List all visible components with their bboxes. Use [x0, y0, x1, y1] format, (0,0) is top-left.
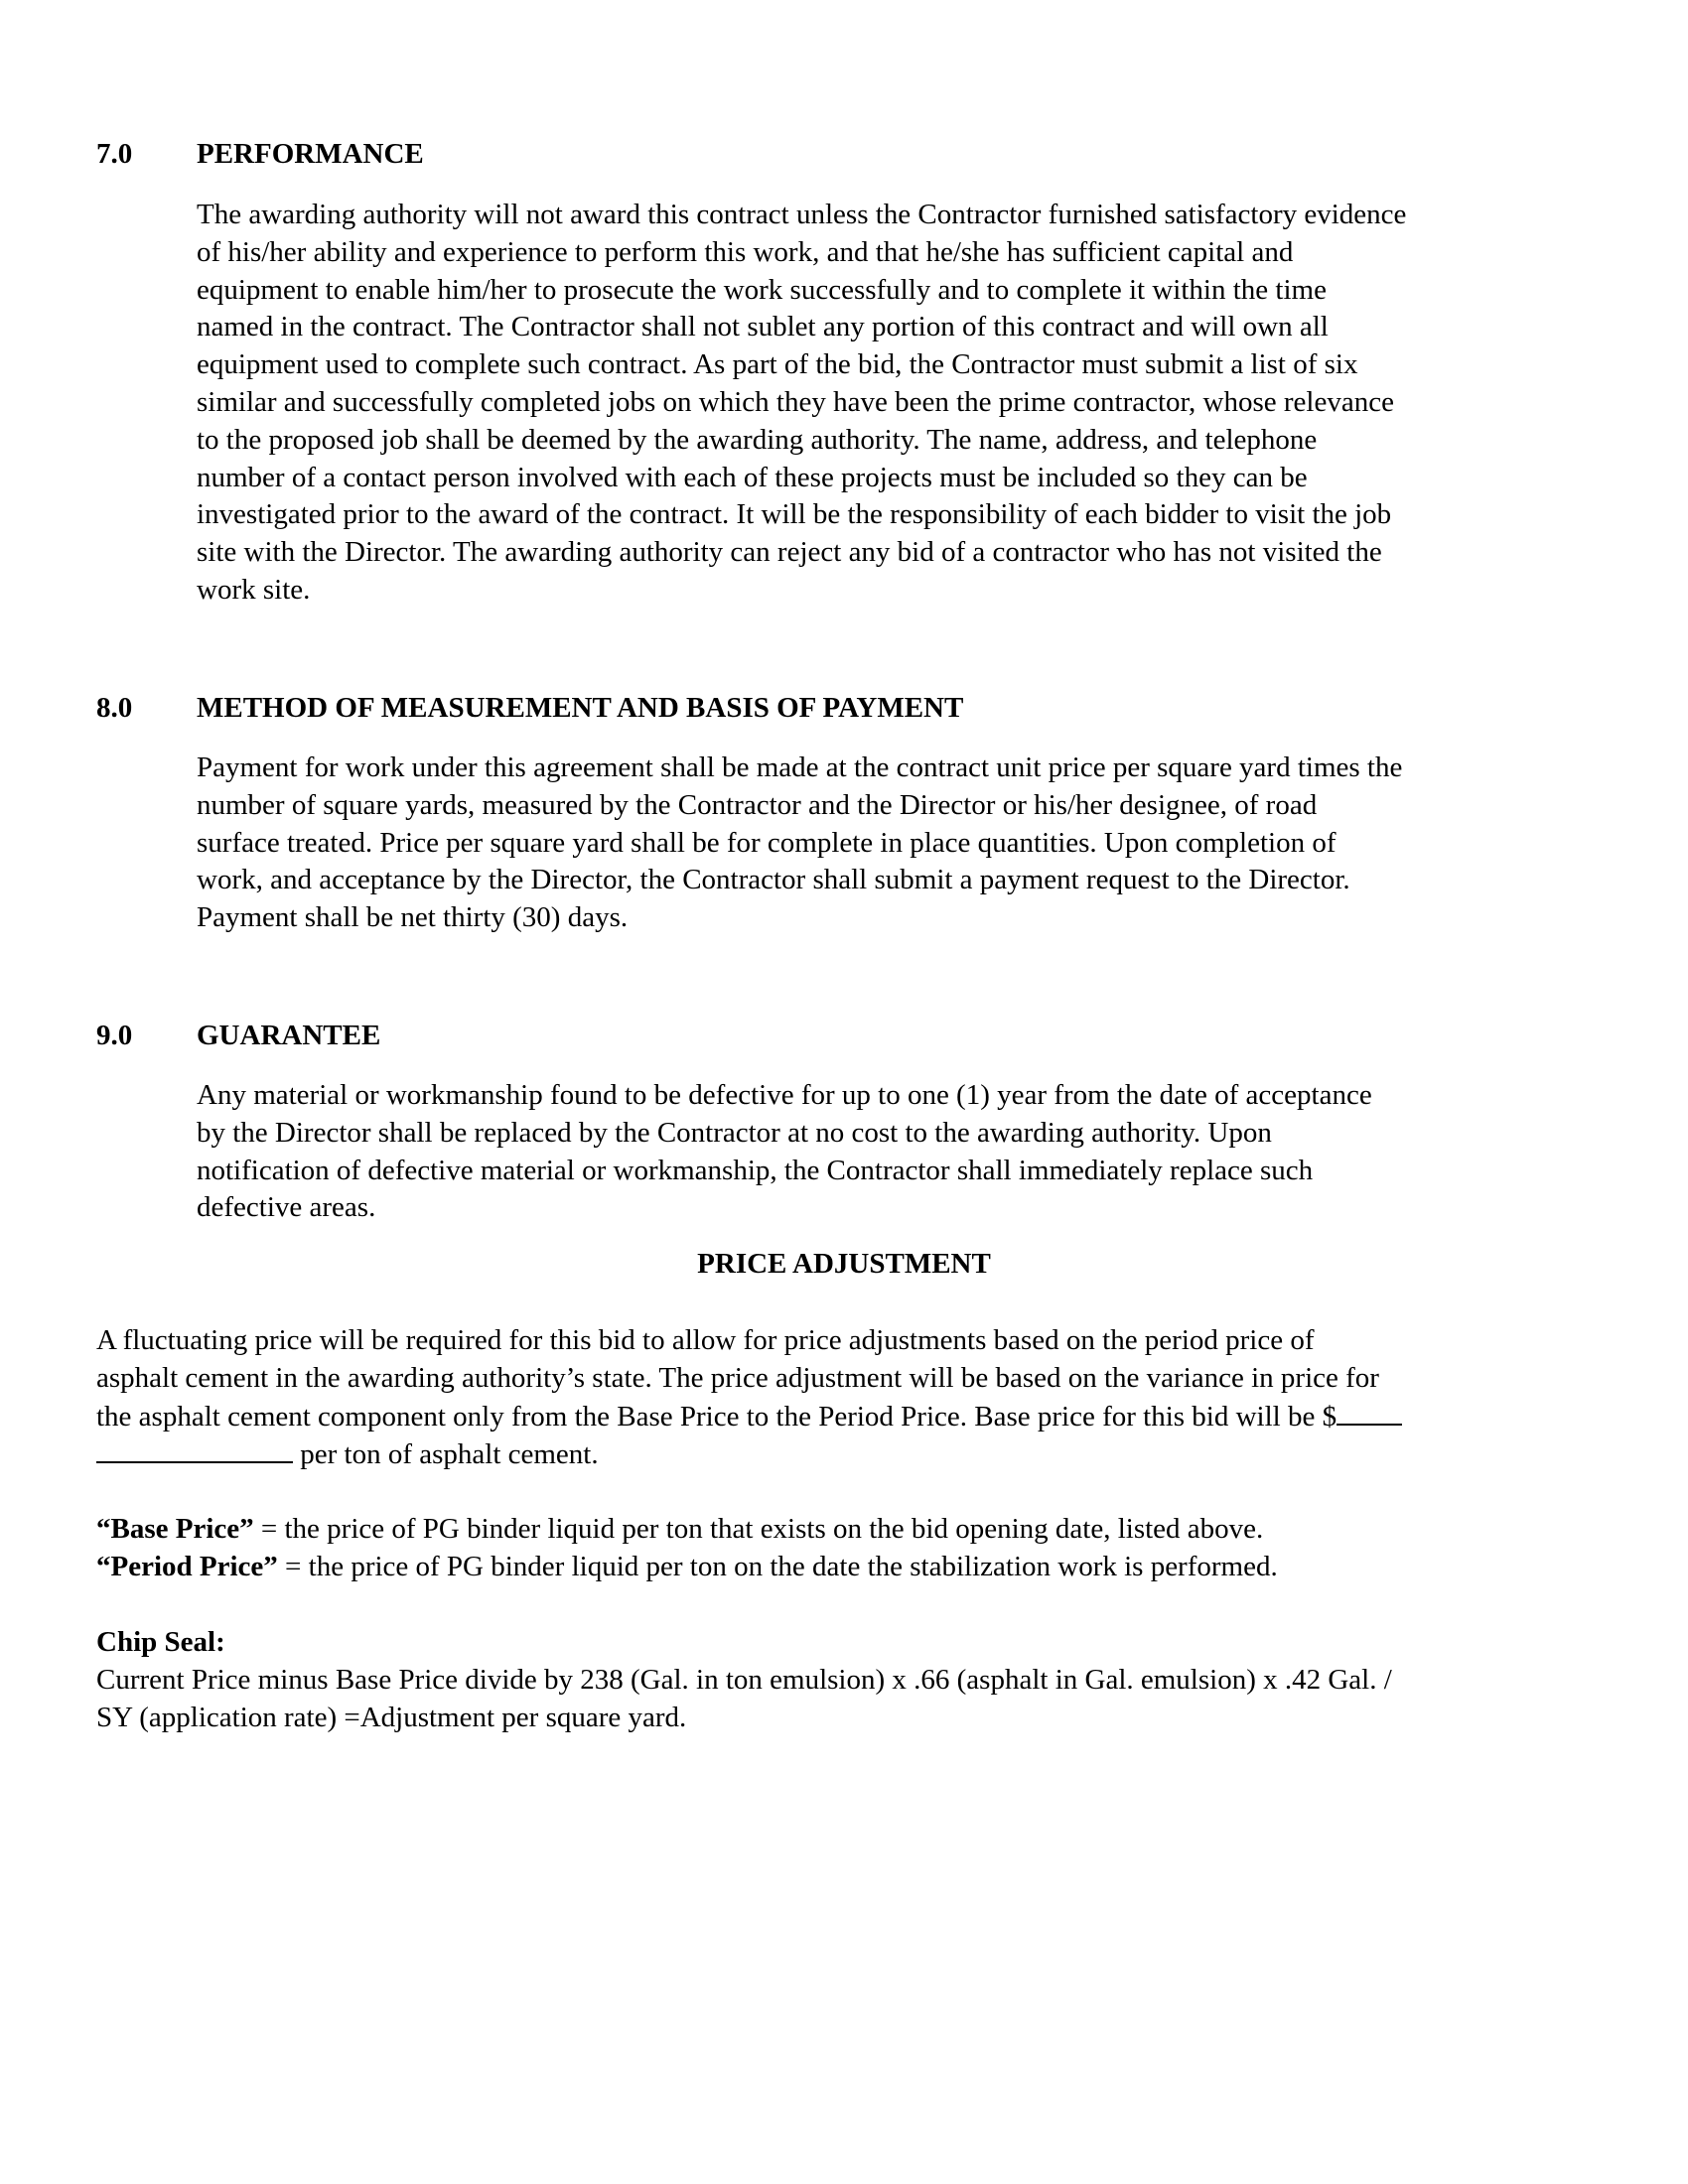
- text-line: by the Director shall be replaced by the Contractor at no cost to the awarding authority. Upon: [197, 1116, 1272, 1149]
- price-adjustment-body: [96, 1322, 1596, 1474]
- text-line: equipment used to complete such contract. As part of the bid, the Contractor must submit a list of six: [197, 348, 1358, 381]
- text-line: defective areas.: [197, 1191, 376, 1224]
- price-definitions: [96, 1511, 1596, 1586]
- text-line: SY (application rate) =Adjustment per square yard.: [96, 1701, 687, 1733]
- definition-base-price: [96, 1511, 1596, 1549]
- section-heading-guarantee: [96, 1017, 380, 1054]
- definition-term: “Base Price”: [96, 1513, 254, 1545]
- chip-seal-block: [96, 1624, 1596, 1736]
- text-line: [96, 1398, 1596, 1436]
- text-line: of his/her ability and experience to perform this work, and that he/she has sufficient capital and: [197, 235, 1294, 268]
- text-line: asphalt cement in the awarding authority’s state. The price adjustment will be based on the variance in price for: [96, 1361, 1379, 1394]
- text-line: surface treated. Price per square yard shall be for complete in place quantities. Upon completion of: [197, 826, 1336, 859]
- definition-period-price: [96, 1549, 1596, 1586]
- text-line: The awarding authority will not award this contract unless the Contractor furnished satisfactory evidence: [197, 199, 1407, 230]
- text-line: work site.: [197, 573, 311, 606]
- text-line: Payment for work under this agreement shall be made at the contract unit price per square yard times the: [197, 751, 1403, 783]
- text-line: similar and successfully completed jobs on which they have been the prime contractor, whose relevance: [197, 385, 1394, 418]
- section-number: 7.0: [96, 138, 133, 170]
- section-title: METHOD OF MEASUREMENT AND BASIS OF PAYMENT: [197, 692, 964, 724]
- text-line: number of a contact person involved with each of these projects must be included so they can be: [197, 461, 1308, 493]
- base-price-blank-part1[interactable]: [1336, 1398, 1402, 1426]
- text-line: notification of defective material or workmanship, the Contractor shall immediately replace such: [197, 1154, 1314, 1186]
- text-line: Payment shall be net thirty (30) days.: [197, 901, 629, 934]
- section-body-guarantee: [197, 1077, 1587, 1227]
- text-line: named in the contract. The Contractor shall not sublet any portion of this contract and will own all: [197, 311, 1329, 343]
- section-number: 9.0: [96, 1020, 133, 1051]
- section-heading-performance: [96, 135, 424, 173]
- text-line: equipment to enable him/her to prosecute the work successfully and to complete it within the time: [197, 273, 1327, 306]
- text-line: site with the Director. The awarding authority can reject any bid of a contractor who has not visited the: [197, 536, 1382, 569]
- price-adjustment-heading: PRICE ADJUSTMENT: [697, 1248, 991, 1280]
- text-line: investigated prior to the award of the contract. It will be the responsibility of each bidder to visit the job: [197, 498, 1392, 531]
- base-price-blank-part2[interactable]: [96, 1435, 293, 1463]
- chip-seal-heading: Chip Seal:: [96, 1626, 225, 1658]
- text-line-content: the asphalt cement component only from the Base Price to the Period Price. Base price for this bid will be $: [96, 1400, 1337, 1433]
- text-line: work, and acceptance by the Director, the Contractor shall submit a payment request to the Director.: [197, 864, 1350, 896]
- text-line: Current Price minus Base Price divide by 238 (Gal. in ton emulsion) x .66 (asphalt in Gal. emulsion) x .42 Gal. /: [96, 1663, 1392, 1696]
- section-title: PERFORMANCE: [197, 138, 424, 170]
- text-line: number of square yards, measured by the Contractor and the Director or his/her designee, of road: [197, 788, 1318, 821]
- section-number: 8.0: [96, 692, 133, 724]
- text-line: A fluctuating price will be required for this bid to allow for price adjustments based on the period price of: [96, 1324, 1315, 1356]
- section-body-performance: [197, 197, 1587, 610]
- section-body-measurement-payment: [197, 750, 1587, 937]
- definition-term: “Period Price”: [96, 1550, 278, 1582]
- definition-text: = the price of PG binder liquid per ton that exists on the bid opening date, listed above.: [253, 1513, 1264, 1545]
- text-line: [96, 1435, 1596, 1474]
- definition-text: = the price of PG binder liquid per ton on the date the stabilization work is performed.: [277, 1550, 1278, 1582]
- text-line: to the proposed job shall be deemed by the awarding authority. The name, address, and telephone: [197, 423, 1318, 456]
- section-heading-measurement-payment: [96, 689, 963, 727]
- text-line-content: per ton of asphalt cement.: [293, 1438, 599, 1471]
- text-line: Any material or workmanship found to be defective for up to one (1) year from the date of acceptance: [197, 1079, 1372, 1111]
- section-title: GUARANTEE: [197, 1020, 381, 1051]
